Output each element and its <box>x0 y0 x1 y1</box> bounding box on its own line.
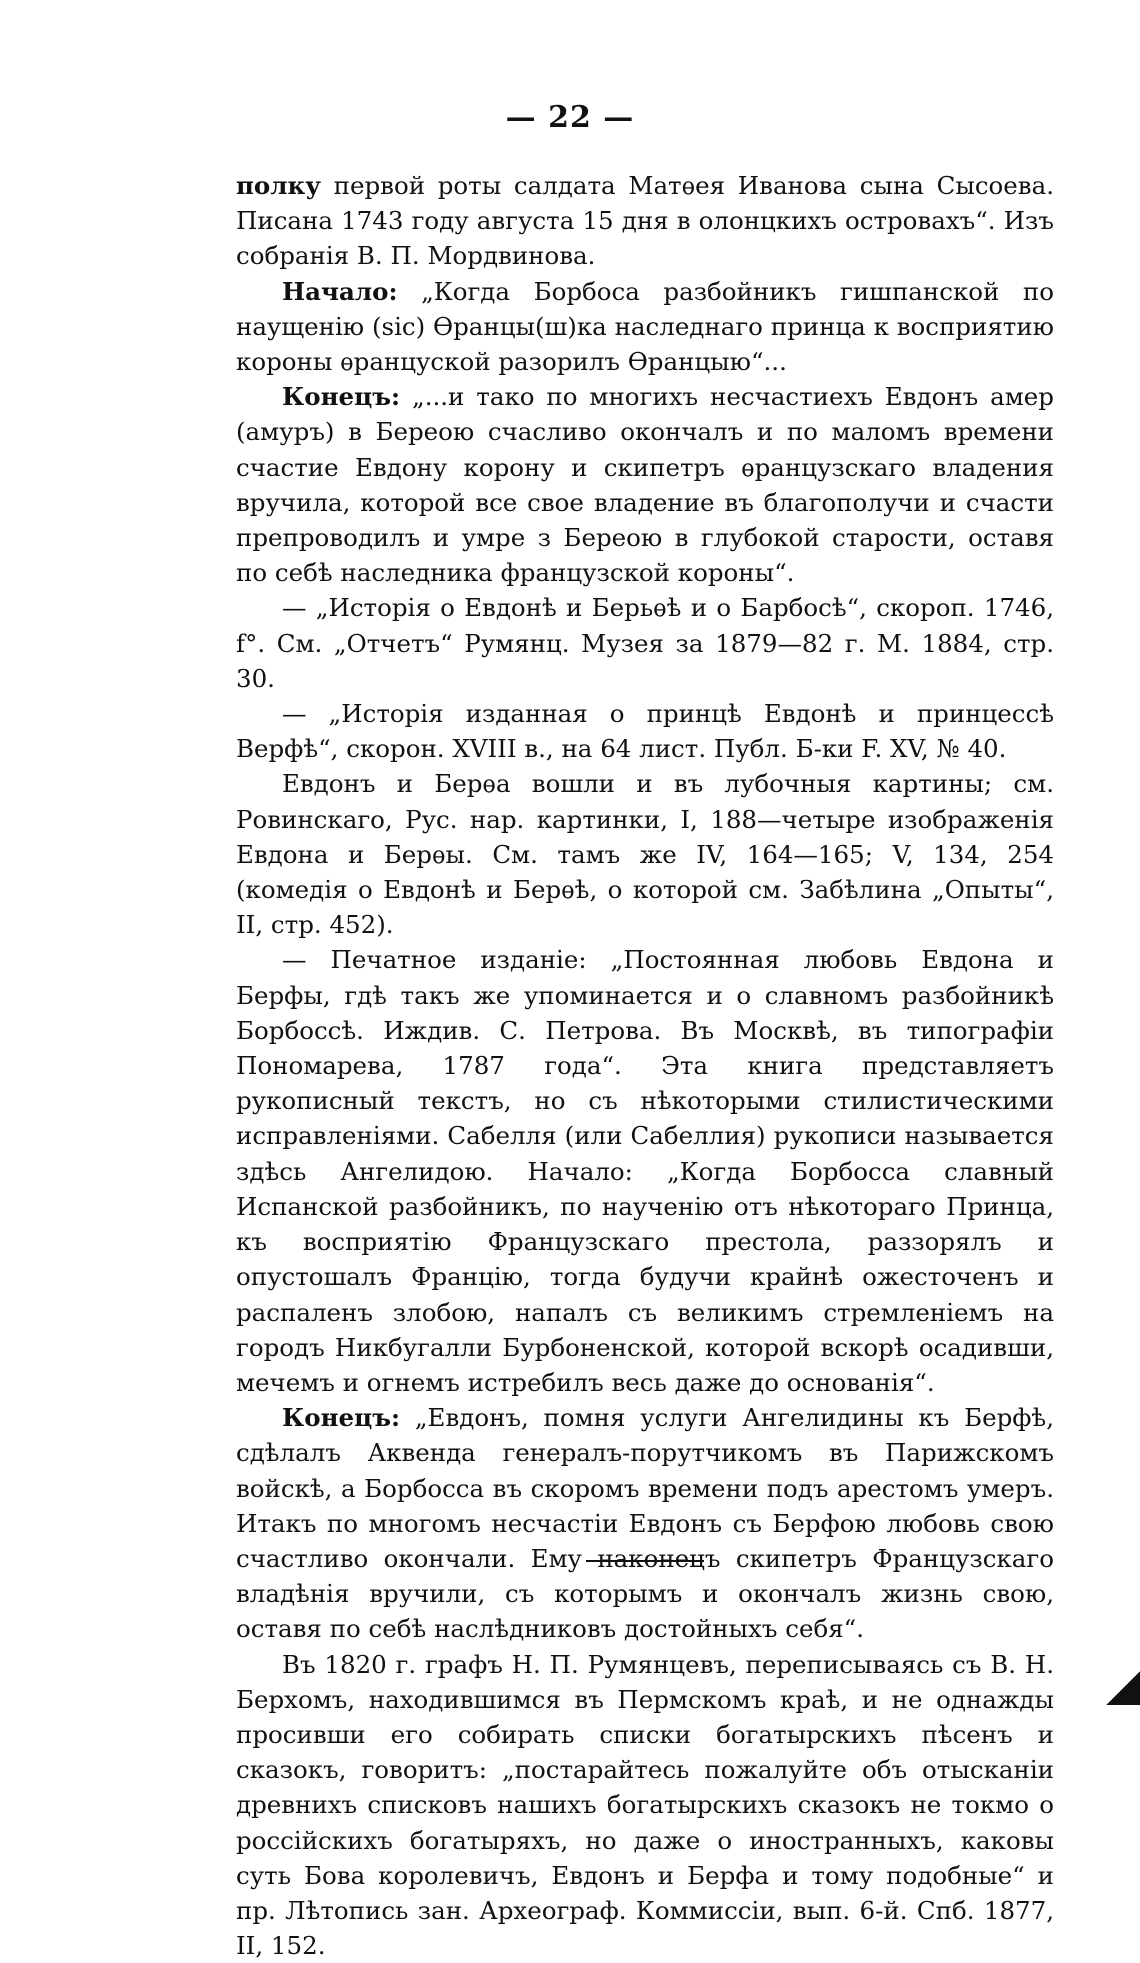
paragraph-continuation <box>236 168 1054 274</box>
paragraph-text: первой роты салдата Матѳея Иванова сына Сысоева. Писана 1743 году августа 15 дня в олонцкихъ островахъ“. Изъ собранія В. П. Мордвинова. <box>236 171 1054 271</box>
paragraph-text: Евдонъ и Берѳа вошли и въ лубочныя картины; см. Ровинскаго, Рус. нар. картинки, I, 188—четыре изображенія Евдона и Берѳы. См. тамъ же IV, 164—165; V, 134, 254 (комедія о Евдонѣ и Берѳѣ, о которой см. Забѣлина „Опыты“, II, стр. 452). <box>236 769 1054 940</box>
paragraph-lead: Конецъ: <box>282 1403 401 1433</box>
paragraph-ending <box>236 379 1054 590</box>
page-number: — 22 — <box>505 100 635 135</box>
paragraph-text: — „Исторія изданная о принцѣ Евдонѣ и принцессѣ Верфѣ“, скорон. XVIII в., на 64 лист. Публ. Б-ки F. XV, № 40. <box>236 699 1054 764</box>
body-text <box>236 168 1054 1963</box>
section-end-rule <box>586 1560 704 1562</box>
paragraph-manuscript-1 <box>236 590 1054 696</box>
paragraph-text: „Когда Борбоса разбойникъ гишпанской по наущенію (sic) Ѳранцы(ш)ка наследнаго принца к восприятию короны ѳранцуской разорилъ Ѳранцыю“... <box>236 276 1054 377</box>
paragraph-lead: полку <box>236 171 321 200</box>
paragraph-lead: Начало: <box>282 276 398 306</box>
scan-corner-mark <box>1104 1657 1140 1705</box>
paragraph-manuscript-2 <box>236 696 1054 766</box>
paragraph-text: „Евдонъ, помня услуги Ангелидины къ Берфѣ, сдѣлалъ Аквенда генералъ-порутчикомъ въ Парижскомъ войскѣ, а Борбосса въ скоромъ времени подъ арестомъ умеръ. Итакъ по многомъ несчастіи Евдонъ съ Берфою любовь свою счастливо окончали. Ему наконецъ скипетръ Французскаго владѣнія вручили, съ которымъ и окончалъ жизнь свою, оставя по себѣ наслѣдниковъ достойныхъ себя“. <box>236 1403 1054 1644</box>
paragraph-printed-ending <box>236 1400 1054 1646</box>
paragraph-text: Въ 1820 г. графъ Н. П. Румянцевъ, переписываясь съ В. Н. Берхомъ, находившимся въ Пермскомъ краѣ, и не однажды просивши его собирать списки богатырскихъ пѣсенъ и сказокъ, говоритъ: „постарайтесь пожалуйте объ отысканіи древнихъ списковъ нашихъ богатырскихъ сказокъ не токмо о россійскихъ богатыряхъ, но даже о иностранныхъ, каковы суть Бова королевичъ, Евдонъ и Берфа и тому подобные“ и пр. Лѣтопись зан. Археограф. Коммиссіи, вып. 6-й. Спб. 1877, II, 152. <box>236 1649 1054 1961</box>
paragraph-lead: Конецъ: <box>282 382 401 412</box>
paragraph-printed-edition <box>236 942 1054 1400</box>
paragraph-rumyantsev <box>236 1647 1054 1963</box>
paragraph-text: „...и тако по многихъ несчастиехъ Евдонъ амер (амуръ) в Береою счасливо окончалъ и по маломъ времени счастие Евдону корону и скипетръ ѳранцузскаго владения вручила, которой все свое владение въ благополучи и счасти препроводилъ и умре з Береою в глубокой старости, оставя по себѣ наследника французской короны“. <box>236 382 1054 588</box>
paragraph-lubok <box>236 766 1054 942</box>
paragraph-beginning <box>236 274 1054 380</box>
paragraph-text: — „Исторія о Евдонѣ и Берьѳѣ и о Барбосѣ“, скороп. 1746, f°. См. „Отчетъ“ Румянц. Музея за 1879—82 г. М. 1884, стр. 30. <box>236 593 1054 693</box>
paragraph-text: — Печатное изданіе: „Постоянная любовь Евдона и Берфы, гдѣ такъ же упоминается и о славномъ разбойникѣ Борбоссѣ. Иждив. С. Петрова. Въ Москвѣ, въ типографіи Пономарева, 1787 года“. Эта книга представляетъ рукописный текстъ, но съ нѣкоторыми стилистическими исправленіями. Сабелля (или Сабеллия) рукописи называется здѣсь Ангелидою. Начало: „Когда Борбосса славный Испанской разбойникъ, по наученію отъ нѣкотораго Принца, къ восприятію Французскаго престола, раззорялъ и опустошалъ Францію, тогда будучи крайнѣ ожесточенъ и распаленъ злобою, напалъ съ великимъ стремленіемъ на городъ Никбугалли Бурбоненской, которой вскорѣ осадивши, мечемъ и огнемъ истребилъ весь даже до основанія“. <box>236 945 1054 1397</box>
